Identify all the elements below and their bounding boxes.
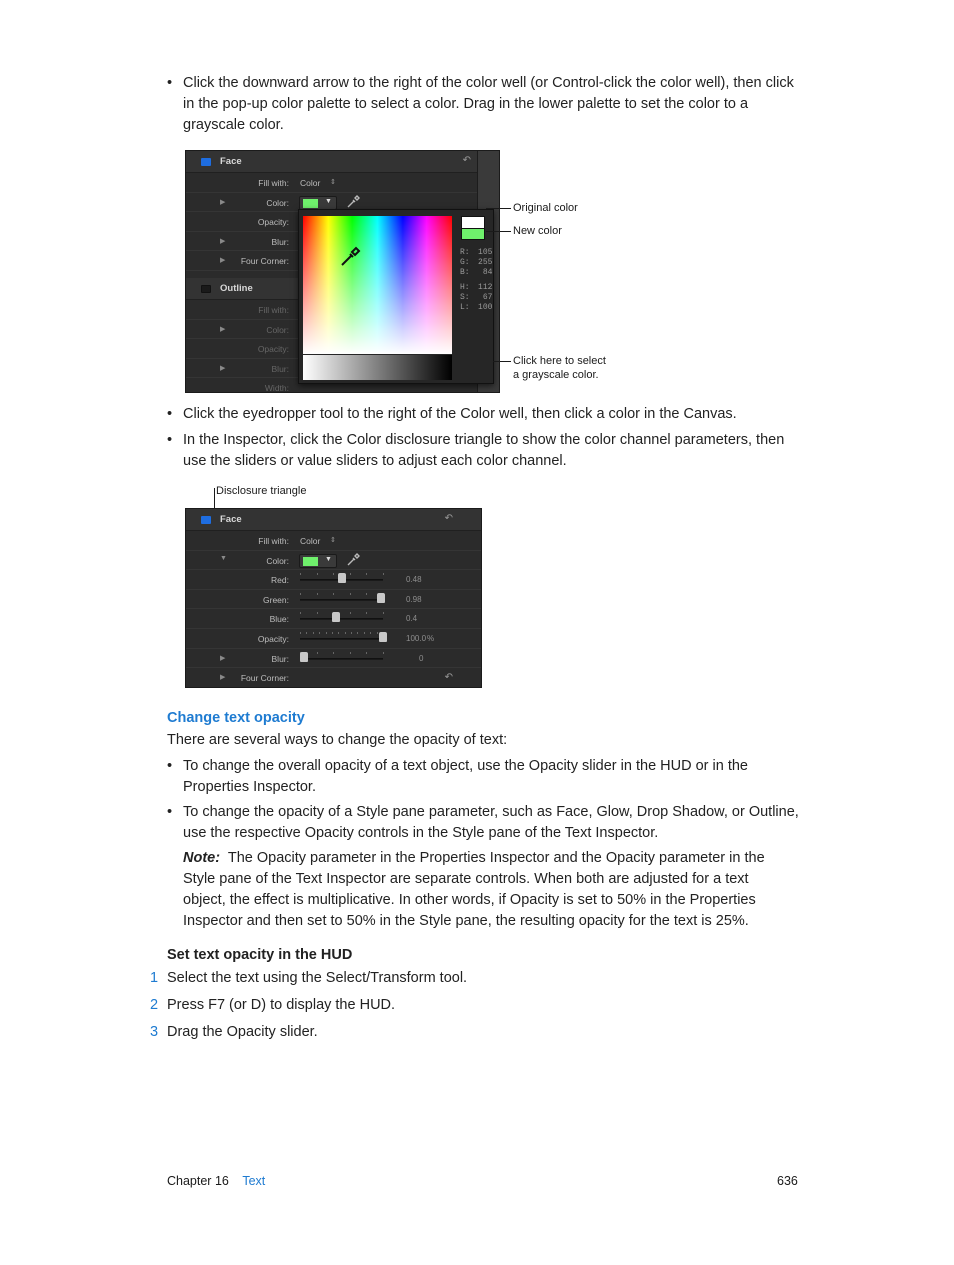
channel-row [186, 570, 481, 590]
hsl-h-value: 112 [478, 283, 493, 292]
fill-with-value[interactable]: Color [300, 536, 321, 546]
reset-icon[interactable]: ↶ [444, 513, 453, 524]
step-text: Select the text using the Select/Transform tool. [167, 970, 468, 986]
footer-chapter [167, 1174, 265, 1188]
bullet-item [167, 430, 807, 472]
blur-label: Blur: [271, 236, 289, 247]
color-well[interactable] [299, 196, 337, 210]
color-channels-figure [185, 508, 482, 688]
step-text: Press F7 (or D) to display the HUD. [167, 997, 396, 1013]
eyedropper-icon[interactable] [346, 195, 360, 209]
hsl-s-row [460, 293, 492, 303]
slider-tick [333, 652, 334, 654]
width-label: Width: [264, 383, 289, 393]
color-label: Color: [266, 555, 289, 566]
disclosure-triangle-icon[interactable]: ▶ [220, 325, 226, 333]
hsl-l-row [460, 303, 492, 313]
slider-tick [313, 632, 314, 634]
color-swatch [303, 557, 318, 566]
step-number: 3 [150, 1024, 159, 1040]
slider-tick [300, 632, 301, 634]
color-row [186, 551, 481, 571]
page-number: 636 [777, 1174, 798, 1188]
rgb-b-row [460, 268, 492, 278]
four-corner-label: Four Corner: [240, 256, 289, 267]
bullet-text: To change the overall opacity of a text object, use the Opacity slider in the HUD or in the Properties Inspector. [183, 758, 748, 795]
reset-icon[interactable]: ↶ [444, 672, 453, 683]
slider-tick [317, 612, 318, 614]
outline-enable-checkbox[interactable] [201, 285, 211, 293]
callout-leader [486, 231, 511, 232]
slider-tick [366, 612, 367, 614]
slider-tick [350, 612, 351, 614]
callout-disclosure-triangle: Disclosure triangle [216, 485, 307, 497]
slider-tick [350, 573, 351, 575]
step-item [150, 995, 750, 1016]
eyedropper-cursor-icon [339, 246, 361, 268]
callout-original-color: Original color [513, 202, 578, 214]
hsl-s-value: 67 [482, 293, 493, 302]
eyedropper-icon[interactable] [346, 553, 360, 567]
hsl-l-label: L: [460, 303, 470, 312]
bullet-text: To change the opacity of a Style pane parameter, such as Face, Glow, Drop Shadow, or Outline, use the respective Opacity controls in the Style pane of the Text Inspector. [183, 804, 799, 841]
channel-label: Green: [263, 594, 289, 605]
fill-with-label: Fill with: [258, 536, 289, 546]
slider-tick [377, 632, 378, 634]
slider-tick [300, 593, 301, 595]
slider-tick [383, 612, 384, 614]
slider-tick [366, 593, 367, 595]
reset-icon[interactable]: ↶ [462, 155, 471, 166]
opacity-label: Opacity: [257, 217, 289, 228]
rgb-r-row [460, 248, 492, 258]
slider-tick [333, 573, 334, 575]
updown-arrows-icon[interactable]: ⇕ [330, 179, 336, 186]
channel-label: Opacity: [257, 634, 289, 644]
outline-header-title: Outline [220, 283, 253, 294]
bullet-item [167, 404, 807, 425]
slider-tick [350, 593, 351, 595]
outline-fill-label: Fill with: [258, 305, 289, 315]
note [183, 848, 793, 932]
face-enable-checkbox[interactable] [201, 158, 211, 166]
face-header[interactable] [186, 509, 481, 531]
slider-knob[interactable] [338, 573, 346, 583]
four-corner-label: Four Corner: [240, 673, 289, 683]
value-slider[interactable]: 0 [419, 653, 424, 663]
note-text: The Opacity parameter in the Properties Inspector and the Opacity parameter in the Style pane of the Text Inspector are separate controls. When both are adjusted for a text object, the effect is multiplicative. In other words, if Opacity is set to 50% in the Properties Inspector and then set to 50% in the Style pane, the resulting opacity for the text is 25%. [183, 850, 765, 929]
fill-with-value[interactable]: Color [300, 178, 321, 188]
slider-tick [383, 573, 384, 575]
disclosure-triangle-open-icon[interactable]: ▼ [220, 554, 227, 562]
new-color-swatch [461, 229, 485, 240]
slider-tick [351, 632, 352, 634]
bullet-glyph: • [167, 432, 173, 448]
color-swatch [303, 199, 318, 208]
slider-tick [300, 612, 301, 614]
face-header[interactable] [186, 151, 499, 173]
disclosure-triangle-icon[interactable]: ▶ [220, 364, 226, 372]
slider-ticks [300, 652, 383, 655]
bullet-item [167, 73, 807, 136]
color-well[interactable] [299, 554, 337, 568]
slider-tick [317, 593, 318, 595]
slider-tick [366, 573, 367, 575]
note-label: Note: [183, 850, 221, 866]
disclosure-triangle-icon[interactable]: ▶ [220, 237, 226, 245]
hue-spectrum[interactable] [303, 216, 452, 354]
bullet-item [167, 756, 807, 798]
rgb-r-label: R: [460, 248, 470, 257]
step-item [150, 968, 750, 989]
disclosure-triangle-icon[interactable]: ▶ [220, 674, 226, 681]
slider-tick [364, 632, 365, 634]
slider-tick [306, 632, 307, 634]
channel-row [186, 629, 481, 649]
slider-track[interactable] [300, 638, 383, 640]
slider-tick [366, 652, 367, 654]
rgb-r-value: 105 [478, 248, 493, 257]
hsl-h-label: H: [460, 283, 470, 292]
callout-grayscale-line2: a grayscale color. [513, 369, 599, 381]
slider-tick [317, 573, 318, 575]
value-unit: % [427, 634, 435, 643]
section-intro: There are several ways to change the opacity of text: [167, 732, 508, 748]
channel-label: Blur: [271, 653, 289, 664]
value-slider[interactable]: 0.48 [406, 575, 422, 585]
grayscale-palette[interactable] [303, 355, 452, 380]
face-enable-checkbox[interactable] [201, 516, 211, 524]
section-heading: Change text opacity [167, 710, 305, 726]
callout-new-color: New color [513, 225, 562, 237]
slider-tick [370, 632, 371, 634]
hsl-readout [460, 283, 492, 313]
slider-tick [345, 632, 346, 634]
slider-tick [338, 632, 339, 634]
rgb-g-value: 255 [478, 258, 493, 267]
bullet-glyph: • [167, 804, 173, 820]
value-slider[interactable]: 100.0 [406, 634, 427, 643]
outline-blur-label: Blur: [271, 363, 289, 374]
rgb-g-label: G: [460, 258, 470, 267]
bullet-text: In the Inspector, click the Color disclosure triangle to show the color channel parameters, then use the sliders or value sliders to adjust each color channel. [183, 432, 785, 469]
slider-tick [317, 652, 318, 654]
four-corner-row [186, 668, 481, 688]
face-header-title: Face [220, 514, 242, 525]
step-number: 1 [150, 970, 159, 986]
hsl-l-value: 100 [478, 303, 493, 312]
callout-grayscale-line1: Click here to select [513, 355, 606, 367]
rgb-readout [460, 248, 492, 278]
value-slider[interactable]: 0.98 [406, 594, 422, 604]
face-header-title: Face [220, 156, 242, 167]
task-heading: Set text opacity in the HUD [167, 947, 353, 963]
disclosure-triangle-icon[interactable]: ▶ [220, 198, 226, 206]
slider-track[interactable] [300, 599, 383, 601]
hsl-s-label: S: [460, 293, 470, 302]
color-popup [298, 209, 494, 384]
slider-tick [332, 632, 333, 634]
step-text: Drag the Opacity slider. [167, 1024, 318, 1040]
slider-tick [300, 573, 301, 575]
bullet-item [167, 802, 807, 844]
callout-leader [486, 208, 511, 209]
bullet-text: Click the downward arrow to the right of the color well (or Control-click the color well), then click in the pop-up color palette to select a color. Drag in the lower palette to set the color to a grayscale color. [183, 75, 794, 133]
channel-row [186, 649, 481, 669]
footer-chapter-link[interactable]: Text [242, 1174, 266, 1188]
bullet-glyph: • [167, 758, 173, 774]
slider-tick [326, 632, 327, 634]
bullet-glyph: • [167, 406, 173, 422]
slider-track[interactable] [300, 618, 383, 620]
channel-row [186, 590, 481, 610]
channel-label: Blue: [269, 614, 289, 625]
disclosure-triangle-icon[interactable]: ▶ [220, 654, 226, 662]
slider-tick [319, 632, 320, 634]
rgb-b-value: 84 [482, 268, 493, 277]
slider-ticks [300, 612, 383, 615]
slider-knob[interactable] [377, 593, 385, 603]
original-color-swatch [461, 216, 485, 229]
slider-knob[interactable] [300, 652, 308, 662]
bullet-glyph: • [167, 75, 173, 91]
channel-label: Red: [271, 575, 289, 586]
hsl-h-row [460, 283, 492, 293]
dropdown-arrow-icon[interactable]: ▼ [325, 197, 332, 205]
slider-tick [333, 593, 334, 595]
slider-knob[interactable] [379, 632, 387, 642]
slider-ticks [300, 593, 383, 596]
step-item [150, 1022, 750, 1043]
footer-chapter-label: Chapter 16 [167, 1174, 229, 1188]
bullet-text: Click the eyedropper tool to the right of the Color well, then click a color in the Canvas. [183, 406, 737, 422]
callout-leader [493, 361, 511, 362]
fill-with-label: Fill with: [258, 178, 289, 188]
outline-opacity-label: Opacity: [257, 344, 289, 355]
step-number: 2 [150, 997, 159, 1013]
channel-row [186, 609, 481, 629]
rgb-b-label: B: [460, 268, 470, 277]
slider-tick [357, 632, 358, 634]
callout-grayscale [513, 354, 606, 382]
slider-tick [350, 652, 351, 654]
slider-tick [383, 652, 384, 654]
slider-track[interactable] [300, 658, 383, 660]
dropdown-arrow-icon[interactable]: ▼ [325, 555, 332, 563]
fill-with-row [186, 173, 499, 193]
value-slider[interactable]: 0.4 [406, 614, 418, 624]
updown-arrows-icon[interactable]: ⇕ [330, 537, 336, 544]
disclosure-triangle-icon[interactable]: ▶ [220, 257, 226, 265]
slider-ticks [300, 632, 383, 635]
color-label: Color: [266, 197, 289, 208]
outline-color-label: Color: [266, 324, 289, 335]
fill-with-row [186, 531, 481, 551]
color-palette-figure [185, 150, 500, 393]
rgb-g-row [460, 258, 492, 268]
slider-knob[interactable] [332, 612, 340, 622]
